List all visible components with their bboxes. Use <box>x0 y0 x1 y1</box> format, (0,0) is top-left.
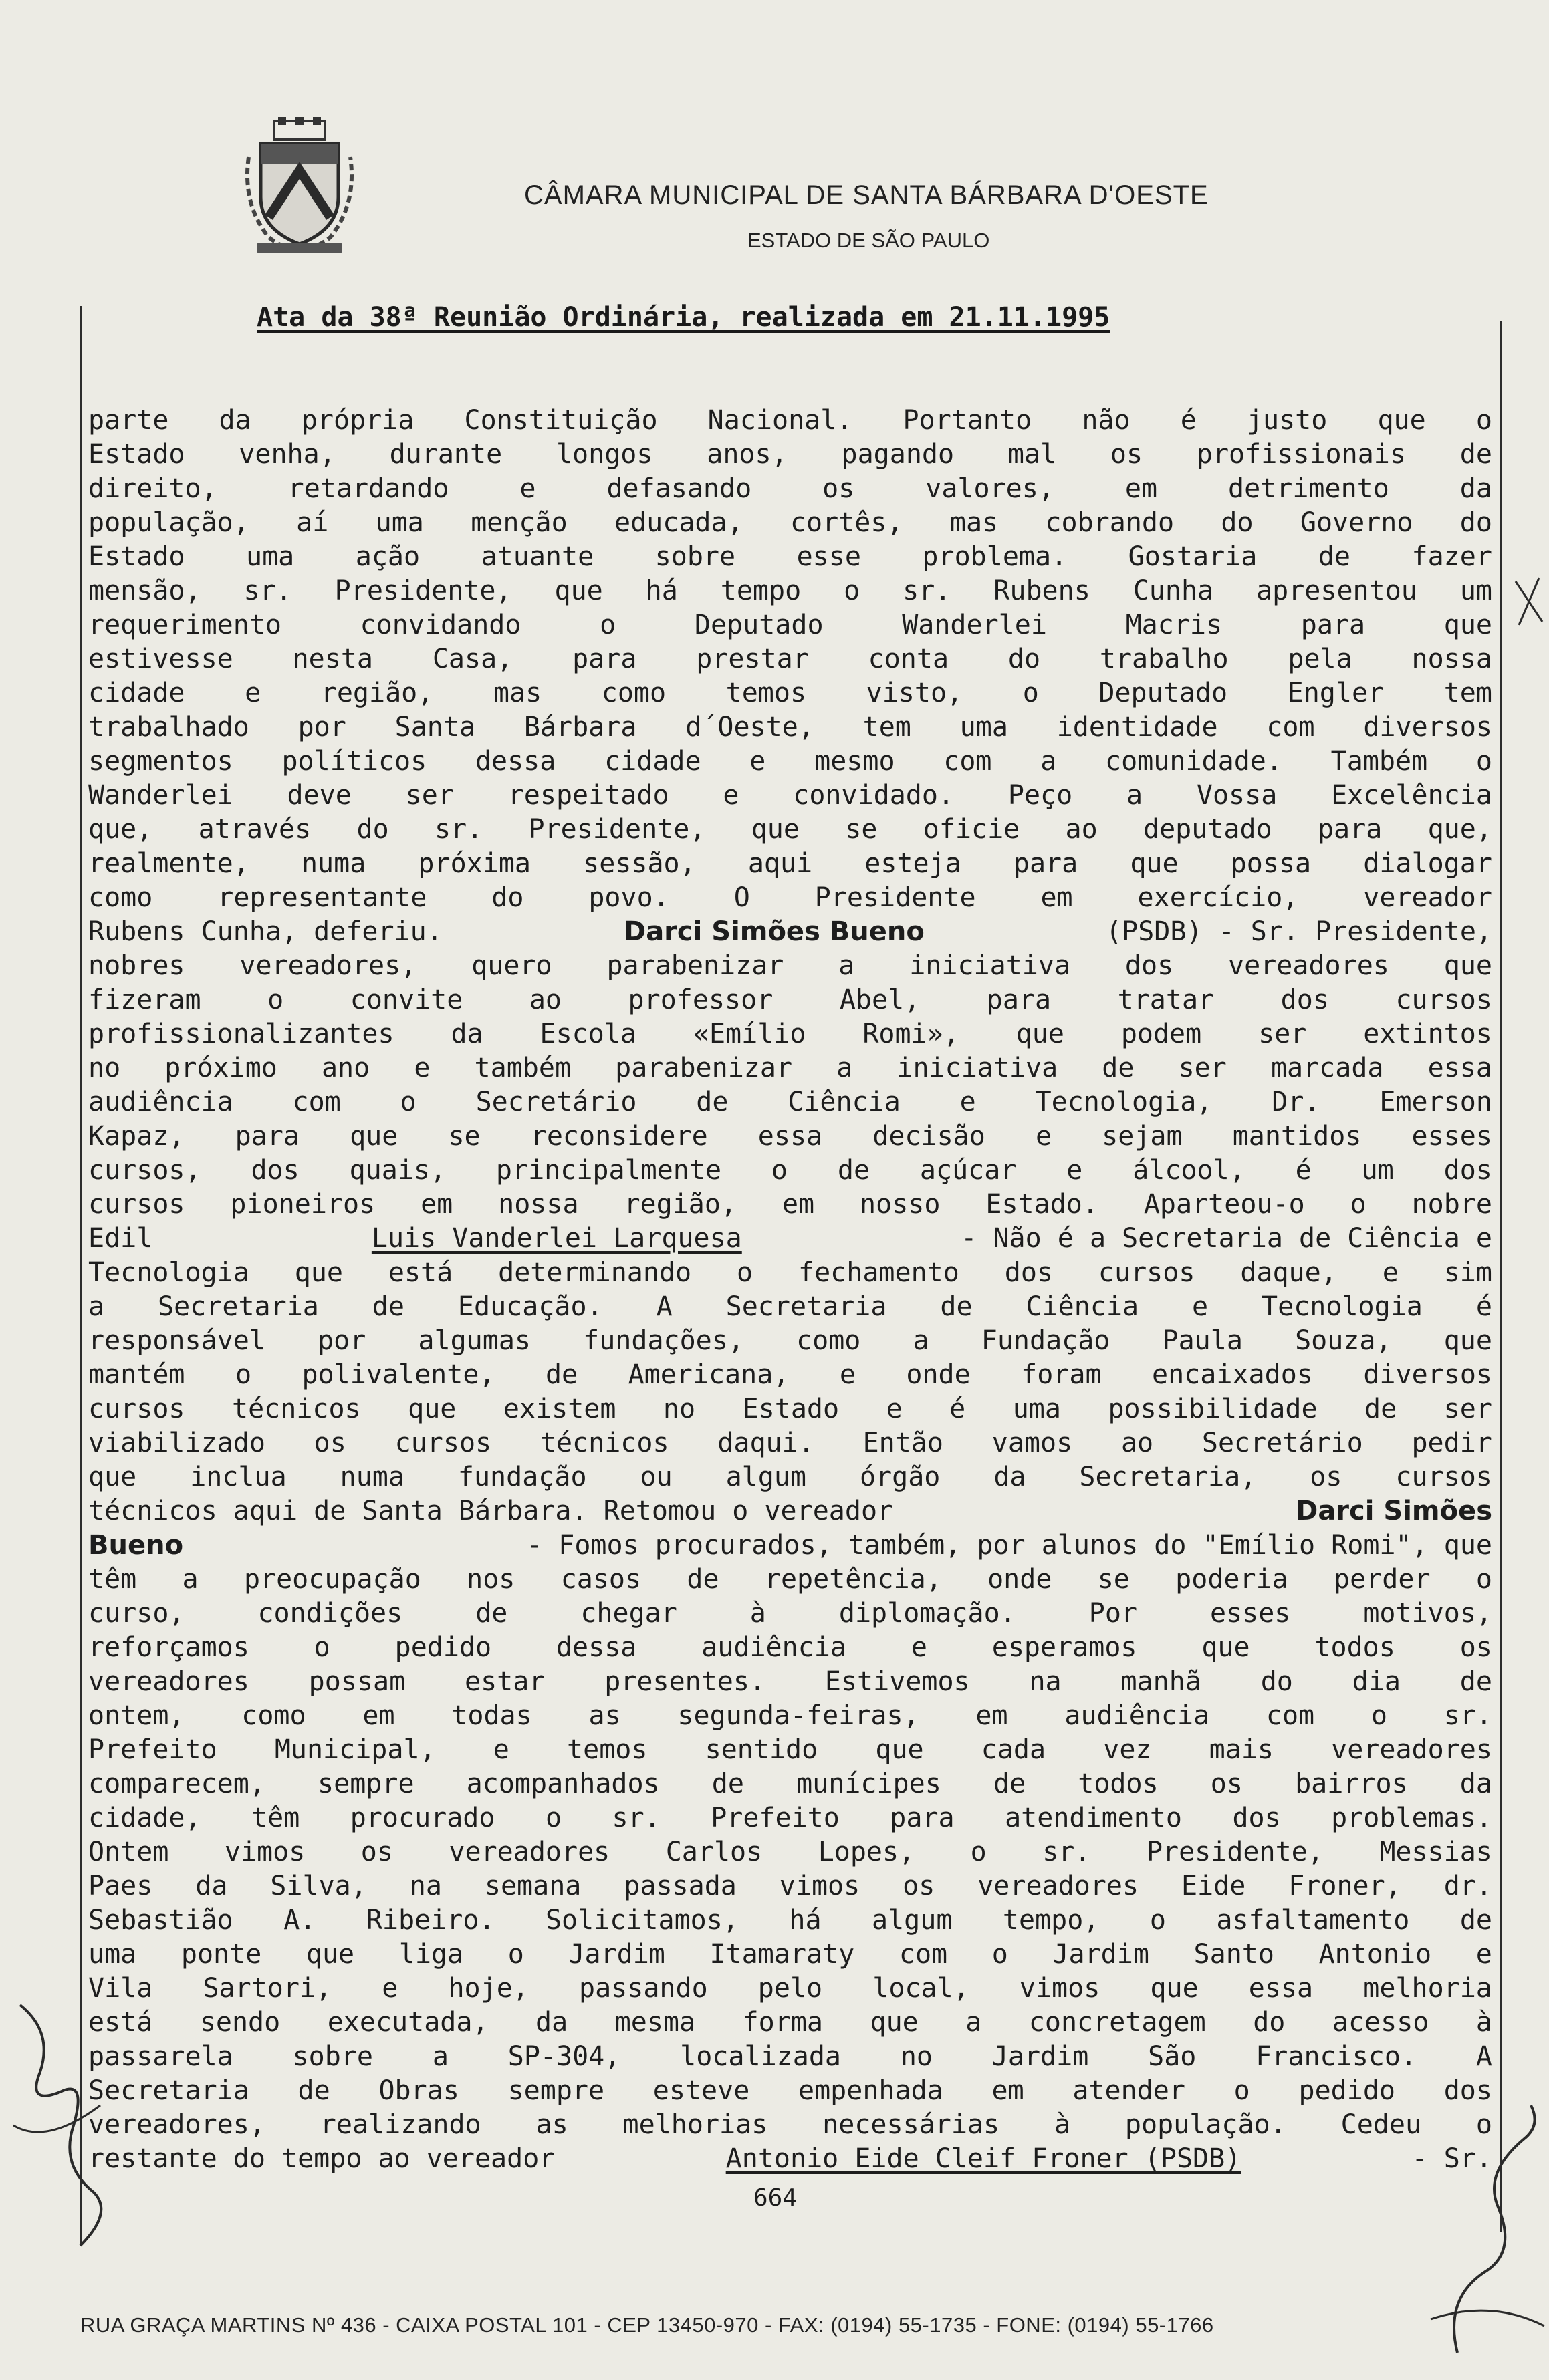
page-number: 664 <box>753 2184 798 2212</box>
text-line: no próximo ano e também parabenizar a iniciativa de ser marcada essa <box>88 1053 1492 1083</box>
text-line: Prefeito Municipal, e temos sentido que cada vez mais vereadores <box>88 1734 1492 1765</box>
speaker-name: Darci Simões <box>1296 1496 1492 1527</box>
text-line: estivesse nesta Casa, para prestar conta do trabalho pela nossa <box>88 644 1492 674</box>
text-line: trabalhado por Santa Bárbara d´Oeste, tem uma identidade com diversos <box>88 712 1492 743</box>
text-line: Estado uma ação atuante sobre esse problema. Gostaria de fazer <box>88 541 1492 572</box>
text-line: Wanderlei deve ser respeitado e convidado. Peço a Vossa Excelência <box>88 780 1492 811</box>
text-line: está sendo executada, da mesma forma que a concretagem do acesso à <box>88 2007 1492 2038</box>
text-line: Secretaria de Obras sempre esteve empenhada em atender o pedido dos <box>88 2075 1492 2106</box>
right-margin-line <box>1500 321 1502 2232</box>
text-line: técnicos aqui de Santa Bárbara. Retomou o vereador Darci Simões <box>88 1494 1492 1529</box>
text-line: Vila Sartori, e hoje, passando pelo local, vimos que essa melhoria <box>88 1973 1492 2004</box>
text-line: cidade, têm procurado o sr. Prefeito para atendimento dos problemas. <box>88 1803 1492 1833</box>
left-margin-line <box>80 306 82 2244</box>
text-line: realmente, numa próxima sessão, aqui esteja para que possa dialogar <box>88 848 1492 879</box>
text-line: curso, condições de chegar à diplomação. Por esses motivos, <box>88 1598 1492 1629</box>
text-line: cursos técnicos que existem no Estado e é uma possibilidade de ser <box>88 1394 1492 1424</box>
text-line: restante do tempo ao vereador Antonio Eide Cleif Froner (PSDB) - Sr. <box>88 2142 1492 2176</box>
coat-of-arms-icon <box>242 117 357 257</box>
text-line: cursos pioneiros em nossa região, em nosso Estado. Aparteou-o o nobre <box>88 1189 1492 1220</box>
text-line: Rubens Cunha, deferiu. Darci Simões Bueno (PSDB) - Sr. Presidente, <box>88 915 1492 949</box>
text-line: Ontem vimos os vereadores Carlos Lopes, o sr. Presidente, Messias <box>88 1837 1492 1867</box>
text-line: cidade e região, mas como temos visto, o Deputado Engler tem <box>88 678 1492 708</box>
speaker-name: Darci Simões Bueno <box>623 916 925 947</box>
text-line: profissionalizantes da Escola «Emílio Romi», que podem ser extintos <box>88 1019 1492 1049</box>
text-line: responsável por algumas fundações, como a Fundação Paula Souza, que <box>88 1325 1492 1356</box>
text-line: Paes da Silva, na semana passada vimos os vereadores Eide Froner, dr. <box>88 1871 1492 1901</box>
text-line: segmentos políticos dessa cidade e mesmo com a comunidade. Também o <box>88 746 1492 777</box>
text-line: direito, retardando e defasando os valores, em detrimento da <box>88 473 1492 504</box>
document-title: Ata da 38ª Reunião Ordinária, realizada em 21.11.1995 <box>257 302 1110 333</box>
institution-name: CÂMARA MUNICIPAL DE SANTA BÁRBARA D'OESTE <box>524 180 1209 210</box>
text-line: fizeram o convite ao professor Abel, para tratar dos cursos <box>88 984 1492 1015</box>
text-line: audiência com o Secretário de Ciência e Tecnologia, Dr. Emerson <box>88 1087 1492 1117</box>
text-line: requerimento convidando o Deputado Wanderlei Macris para que <box>88 610 1492 640</box>
state-name: ESTADO DE SÃO PAULO <box>747 229 990 252</box>
text-line: ontem, como em todas as segunda-feiras, em audiência com o sr. <box>88 1700 1492 1731</box>
minutes-body <box>88 404 1492 2176</box>
speaker-name: Bueno <box>88 1530 184 1561</box>
text-line: Sebastião A. Ribeiro. Solicitamos, há algum tempo, o asfaltamento de <box>88 1905 1492 1936</box>
text-line: passarela sobre a SP-304, localizada no Jardim São Francisco. A <box>88 2041 1492 2072</box>
text-line: nobres vereadores, quero parabenizar a iniciativa dos vereadores que <box>88 950 1492 981</box>
text-line: população, aí uma menção educada, cortês, mas cobrando do Governo do <box>88 507 1492 538</box>
text-line: a Secretaria de Educação. A Secretaria de Ciência e Tecnologia é <box>88 1291 1492 1322</box>
text-line: vereadores possam estar presentes. Estivemos na manhã do dia de <box>88 1666 1492 1697</box>
text-line: parte da própria Constituição Nacional. Portanto não é justo que o <box>88 405 1492 436</box>
text-line: que, através do sr. Presidente, que se oficie ao deputado para que, <box>88 814 1492 845</box>
speaker-name: Antonio Eide Cleif Froner (PSDB) <box>725 2143 1241 2174</box>
text-line: viabilizado os cursos técnicos daqui. Então vamos ao Secretário pedir <box>88 1428 1492 1458</box>
text-line: comparecem, sempre acompanhados de munícipes de todos os bairros da <box>88 1768 1492 1799</box>
text-line: Estado venha, durante longos anos, pagando mal os profissionais de <box>88 439 1492 470</box>
text-line: uma ponte que liga o Jardim Itamaraty com o Jardim Santo Antonio e <box>88 1939 1492 1970</box>
text-line: cursos, dos quais, principalmente o de açúcar e álcool, é um dos <box>88 1155 1492 1186</box>
text-line: Tecnologia que está determinando o fechamento dos cursos daque, e sim <box>88 1257 1492 1288</box>
margin-initial-icon <box>1512 575 1546 628</box>
text-line: mantém o polivalente, de Americana, e onde foram encaixados diversos <box>88 1359 1492 1390</box>
margin-signature-icon <box>1417 2099 1549 2380</box>
text-line: como representante do povo. O Presidente em exercício, vereador <box>88 882 1492 913</box>
speaker-name: Luis Vanderlei Larquesa <box>371 1223 742 1254</box>
margin-signature-icon <box>0 1992 134 2272</box>
text-line: reforçamos o pedido dessa audiência e esperamos que todos os <box>88 1632 1492 1663</box>
text-line: mensão, sr. Presidente, que há tempo o sr. Rubens Cunha apresentou um <box>88 575 1492 606</box>
text-line: Edil Luis Vanderlei Larquesa - Não é a Secretaria de Ciência e <box>88 1222 1492 1256</box>
text-line: vereadores, realizando as melhorias necessárias à população. Cedeu o <box>88 2109 1492 2140</box>
text-line: Kapaz, para que se reconsidere essa decisão e sejam mantidos esses <box>88 1121 1492 1152</box>
footer-address: RUA GRAÇA MARTINS Nº 436 - CAIXA POSTAL 101 - CEP 13450-970 - FAX: (0194) 55-1735 - FONE: (0194) 55-1766 <box>80 2313 1214 2337</box>
text-line: Bueno - Fomos procurados, também, por alunos do "Emílio Romi", que <box>88 1529 1492 1563</box>
text-line: que inclua numa fundação ou algum órgão da Secretaria, os cursos <box>88 1462 1492 1492</box>
text-line: têm a preocupação nos casos de repetência, onde se poderia perder o <box>88 1564 1492 1595</box>
